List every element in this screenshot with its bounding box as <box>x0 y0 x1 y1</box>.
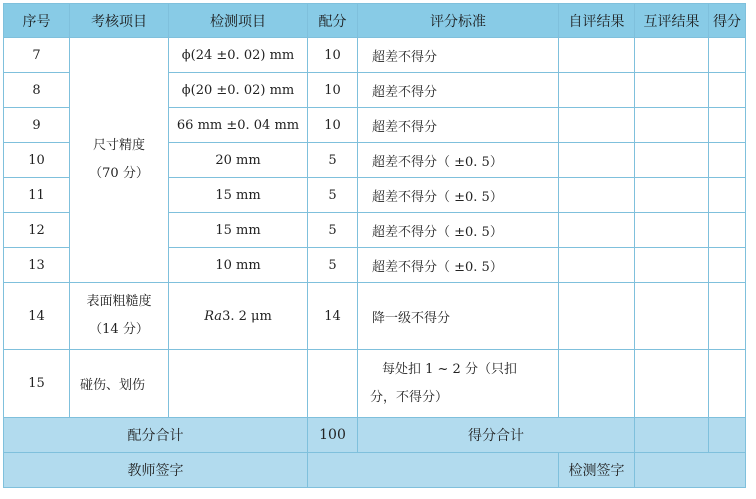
self-eval-cell[interactable] <box>559 73 635 108</box>
teacher-signature-label: 教师签字 <box>4 453 308 488</box>
self-eval-cell[interactable] <box>559 108 635 143</box>
row-no: 14 <box>4 283 70 350</box>
peer-eval-cell[interactable] <box>635 178 709 213</box>
row-test: 10 mm <box>169 248 308 283</box>
row-criteria: 超差不得分（ ±0. 5） <box>358 178 559 213</box>
peer-eval-cell[interactable] <box>635 213 709 248</box>
row-points: 10 <box>308 108 358 143</box>
score-cell[interactable] <box>709 73 746 108</box>
roughness-symbol: Ra <box>204 308 223 324</box>
row-no: 7 <box>4 38 70 73</box>
row-points: 10 <box>308 38 358 73</box>
header-self: 自评结果 <box>559 4 635 38</box>
total-points-label: 配分合计 <box>4 418 308 453</box>
criteria-line-2: 分，不得分） <box>370 389 449 405</box>
row-criteria: 超差不得分（ ±0. 5） <box>358 213 559 248</box>
category-points: （70 分） <box>89 166 149 181</box>
row-no: 10 <box>4 143 70 178</box>
score-cell[interactable] <box>709 350 746 418</box>
totals-row <box>4 418 746 453</box>
row-points: 14 <box>308 283 358 350</box>
row-test: 15 mm <box>169 213 308 248</box>
row-points <box>308 350 358 418</box>
self-eval-cell[interactable] <box>559 143 635 178</box>
peer-eval-cell[interactable] <box>635 108 709 143</box>
row-criteria: 超差不得分 <box>358 108 559 143</box>
row-test: 15 mm <box>169 178 308 213</box>
category-name: 尺寸精度 <box>92 138 145 153</box>
score-cell[interactable] <box>709 248 746 283</box>
row-no: 15 <box>4 350 70 418</box>
self-eval-cell[interactable] <box>559 248 635 283</box>
peer-eval-cell[interactable] <box>635 143 709 178</box>
total-points-value: 100 <box>308 418 358 453</box>
peer-eval-cell[interactable] <box>635 248 709 283</box>
inspector-signature-field[interactable] <box>635 453 746 488</box>
teacher-signature-field[interactable] <box>308 453 559 488</box>
table-row <box>4 350 746 418</box>
self-eval-cell[interactable] <box>559 213 635 248</box>
row-criteria <box>358 350 559 418</box>
row-no: 8 <box>4 73 70 108</box>
row-criteria: 超差不得分 <box>358 73 559 108</box>
header-points: 配分 <box>308 4 358 38</box>
self-eval-cell[interactable] <box>559 283 635 350</box>
table-row <box>4 38 746 73</box>
peer-eval-cell[interactable] <box>635 73 709 108</box>
score-cell[interactable] <box>709 178 746 213</box>
header-peer: 互评结果 <box>635 4 709 38</box>
row-criteria: 超差不得分（ ±0. 5） <box>358 248 559 283</box>
score-cell[interactable] <box>709 108 746 143</box>
row-test <box>169 283 308 350</box>
header-criteria: 评分标准 <box>358 4 559 38</box>
grading-table <box>3 3 746 488</box>
row-test <box>169 350 308 418</box>
row-no: 12 <box>4 213 70 248</box>
grading-sheet <box>3 3 746 488</box>
category-name: 表面粗糙度 <box>86 294 152 309</box>
row-test: 66 mm ±0. 04 mm <box>169 108 308 143</box>
header-score: 得分 <box>709 4 746 38</box>
peer-eval-cell[interactable] <box>635 38 709 73</box>
score-cell[interactable] <box>709 143 746 178</box>
peer-eval-cell[interactable] <box>635 283 709 350</box>
table-row <box>4 283 746 350</box>
category-points: （14 分） <box>89 322 149 337</box>
row-points: 10 <box>308 73 358 108</box>
roughness-value: 3. 2 μm <box>222 308 272 324</box>
row-no: 9 <box>4 108 70 143</box>
score-cell[interactable] <box>709 213 746 248</box>
category-roughness <box>70 283 169 350</box>
total-score-extra[interactable] <box>709 418 746 453</box>
self-eval-cell[interactable] <box>559 38 635 73</box>
row-no: 13 <box>4 248 70 283</box>
row-criteria: 超差不得分 <box>358 38 559 73</box>
row-points: 5 <box>308 213 358 248</box>
criteria-line-1: 每处扣 1 ~ 2 分（只扣 <box>382 361 517 377</box>
header-test: 检测项目 <box>169 4 308 38</box>
self-eval-cell[interactable] <box>559 178 635 213</box>
signature-row <box>4 453 746 488</box>
row-test: ϕ(24 ±0. 02) mm <box>169 38 308 73</box>
row-criteria: 超差不得分（ ±0. 5） <box>358 143 559 178</box>
category-size <box>70 38 169 283</box>
row-points: 5 <box>308 178 358 213</box>
row-no: 11 <box>4 178 70 213</box>
row-points: 5 <box>308 143 358 178</box>
total-score-label: 得分合计 <box>358 418 635 453</box>
total-score-value[interactable] <box>635 418 709 453</box>
row-test: ϕ(20 ±0. 02) mm <box>169 73 308 108</box>
row-test: 20 mm <box>169 143 308 178</box>
self-eval-cell[interactable] <box>559 350 635 418</box>
header-row <box>4 4 746 38</box>
score-cell[interactable] <box>709 283 746 350</box>
header-no: 序号 <box>4 4 70 38</box>
row-points: 5 <box>308 248 358 283</box>
peer-eval-cell[interactable] <box>635 350 709 418</box>
row-criteria: 降一级不得分 <box>358 283 559 350</box>
score-cell[interactable] <box>709 38 746 73</box>
header-item: 考核项目 <box>70 4 169 38</box>
inspector-signature-label: 检测签字 <box>559 453 635 488</box>
row-item: 碰伤、划伤 <box>70 350 169 418</box>
